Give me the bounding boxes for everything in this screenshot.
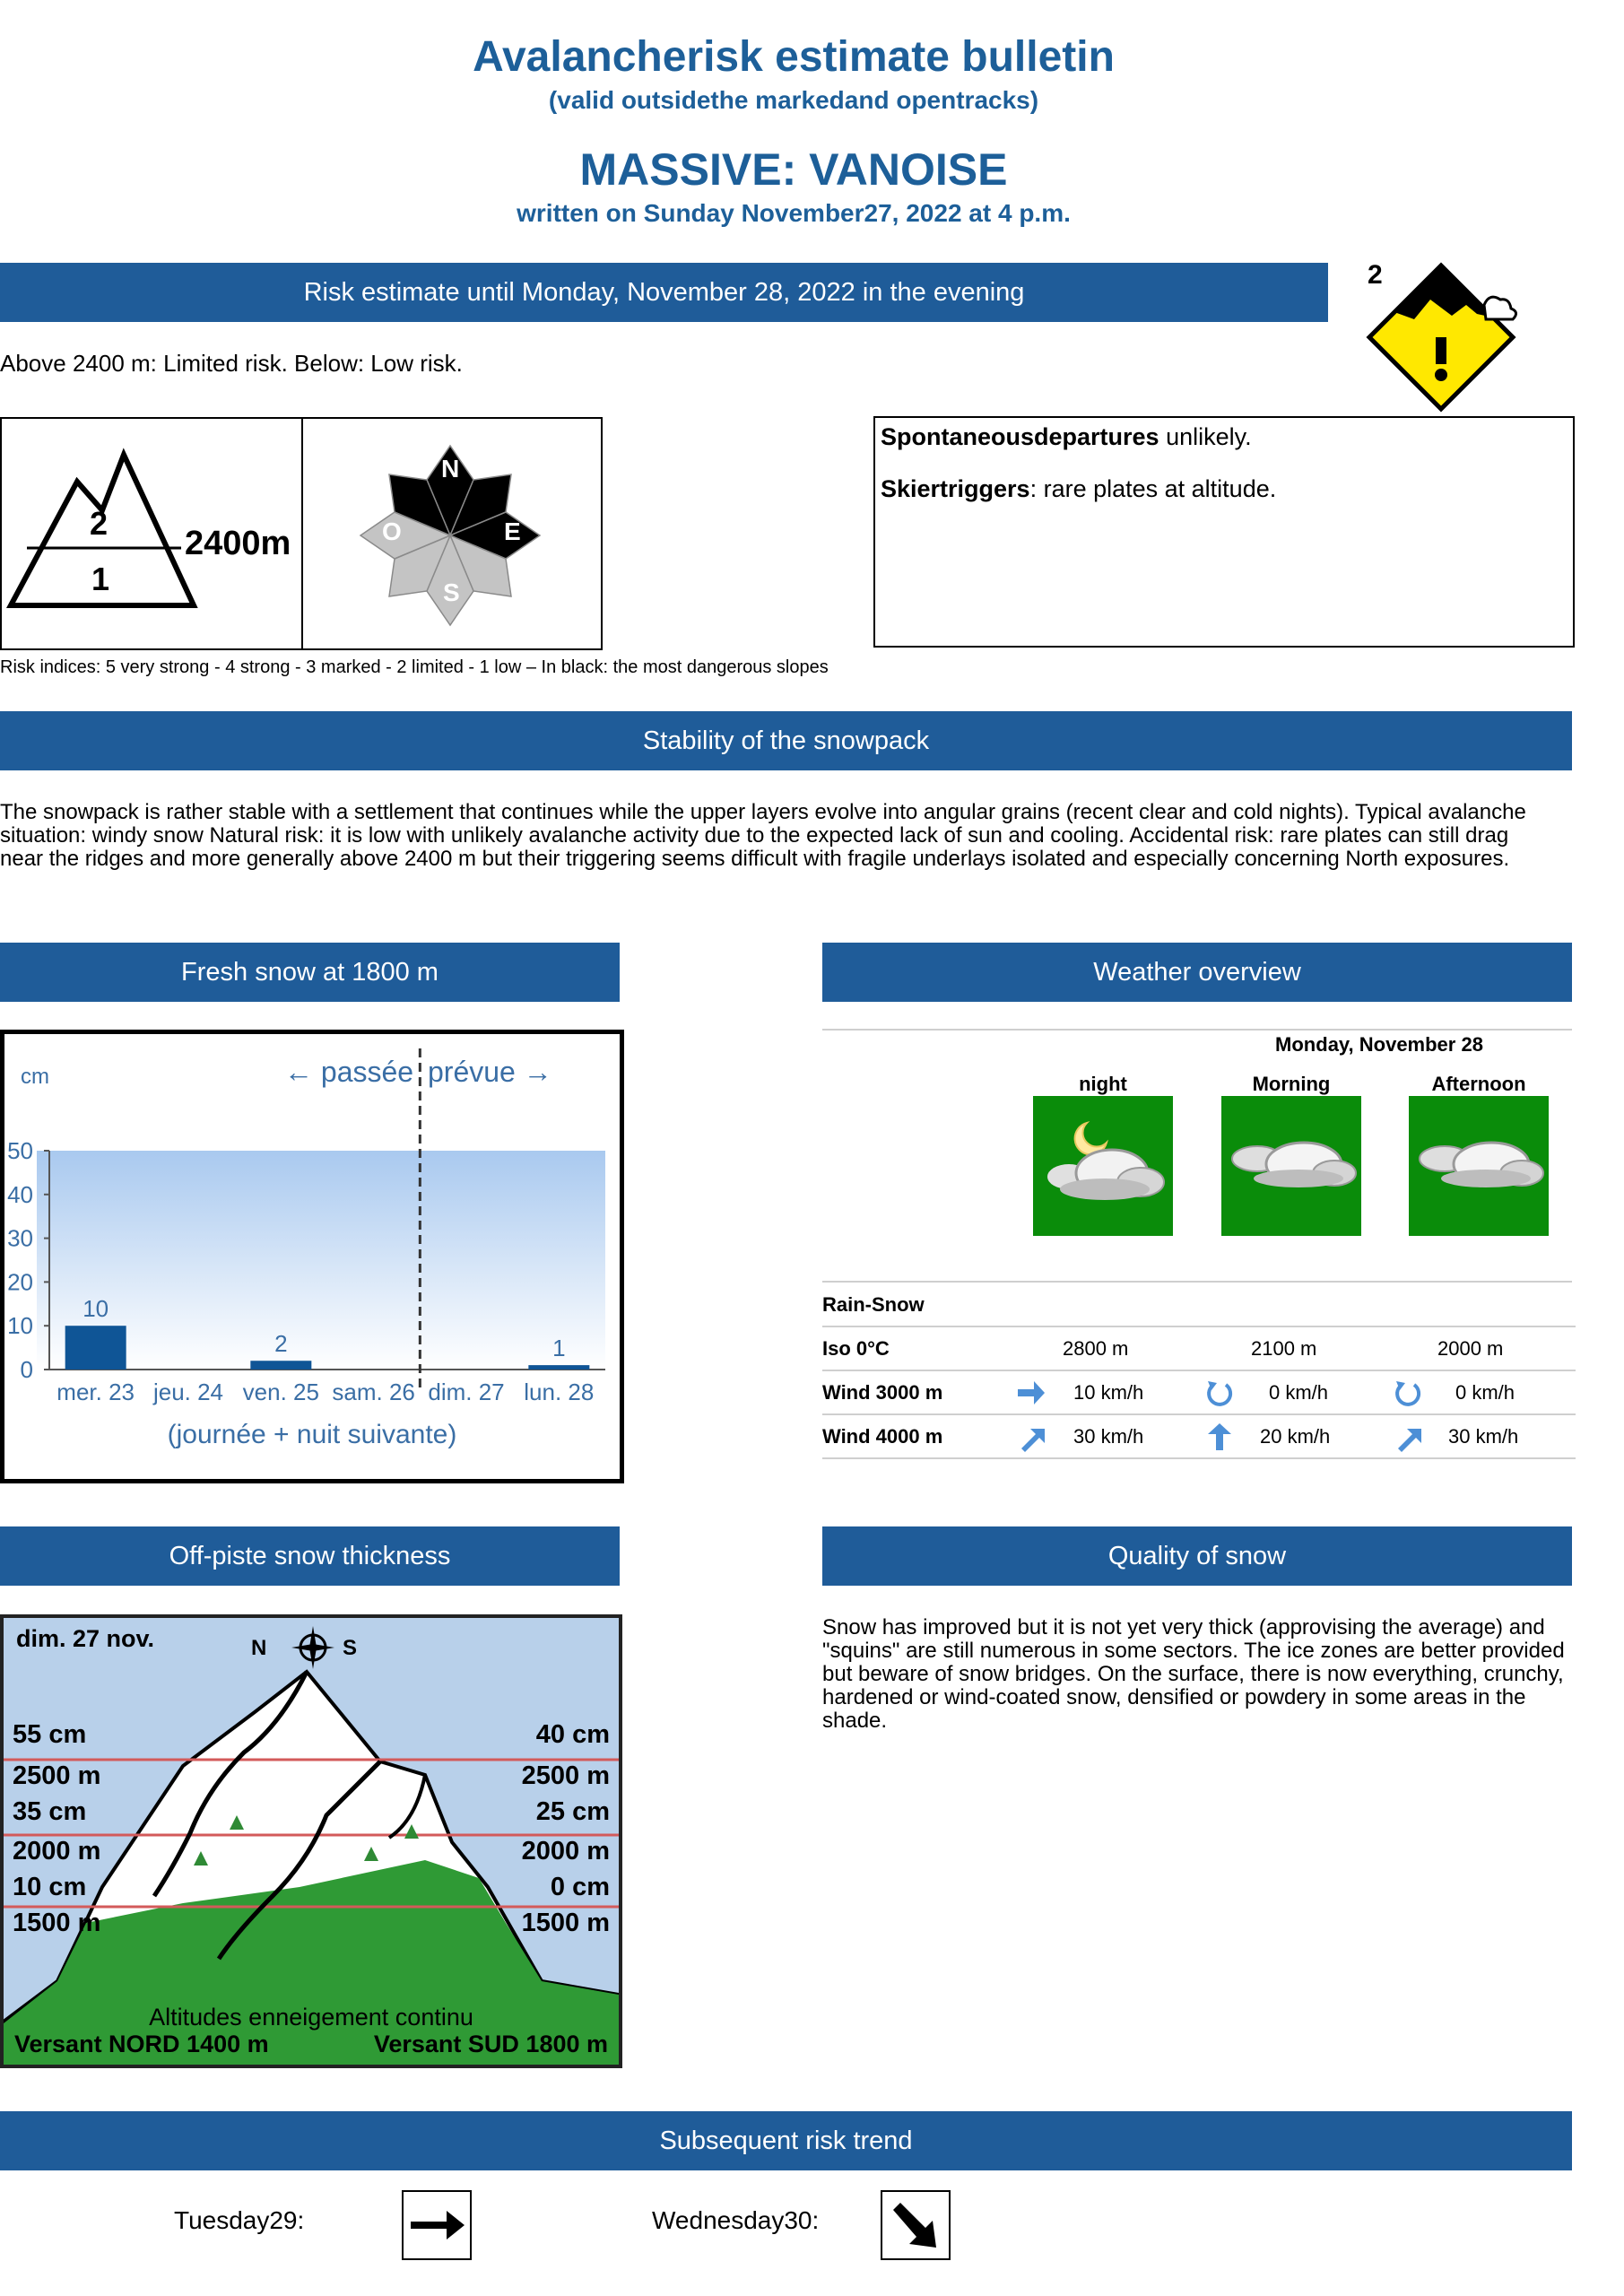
y-tick-label: 0	[20, 1356, 33, 1383]
period-morning: Morning	[1252, 1073, 1331, 1095]
massif-name: MASSIVE: VANOISE	[579, 144, 1008, 195]
arrow-northeast-icon	[1393, 1422, 1423, 1452]
compass-south: S	[343, 1636, 358, 1660]
bulletin-subtitle: (valid outsidethe markedand opentracks)	[548, 86, 1039, 114]
bar-value-label: 10	[83, 1295, 109, 1323]
north-depth-middle: 35 cm	[13, 1797, 87, 1826]
triggers-box	[873, 416, 1575, 648]
variable-wind-icon	[1204, 1378, 1235, 1408]
x-tick-label: jeu. 24	[152, 1378, 224, 1405]
arrow-north-icon	[1204, 1422, 1235, 1452]
bar	[65, 1326, 126, 1370]
period-night: night	[1079, 1073, 1127, 1095]
wind-3000-afternoon: 0 km/h	[1455, 1381, 1515, 1404]
rain-snow-label: Rain-Snow	[822, 1293, 925, 1316]
compass-o: O	[382, 517, 402, 545]
compass-north: N	[251, 1636, 267, 1660]
fresh-snow-chart	[0, 1030, 624, 1483]
risk-estimate-band: Risk estimate until Monday, November 28, 2022 in the evening	[0, 263, 1328, 322]
upper-risk-index: 2	[90, 505, 109, 542]
north-altitude-middle: 2000 m	[13, 1837, 101, 1866]
south-altitude-lower: 1500 m	[521, 1909, 610, 1937]
north-altitude-lower: 1500 m	[13, 1909, 101, 1937]
south-slope-label: Versant SUD 1800 m	[373, 2031, 608, 2057]
stability-band: Stability of the snowpack	[0, 711, 1572, 770]
risk-legend: Risk indices: 5 very strong - 4 strong - 3 marked - 2 limited - 1 low – In black: the most dangerous slopes	[0, 657, 829, 677]
altitude-threshold: 2400m	[185, 525, 291, 562]
north-depth-upper: 55 cm	[13, 1720, 87, 1749]
south-depth-middle: 25 cm	[535, 1797, 610, 1826]
south-altitude-middle: 2000 m	[521, 1837, 610, 1866]
y-tick-label: 20	[7, 1268, 33, 1296]
trend-day1: Tuesday29:	[174, 2206, 305, 2234]
compass-s: S	[443, 578, 460, 606]
weather-day: Monday, November 28	[1275, 1033, 1483, 1056]
x-tick-label: ven. 25	[242, 1378, 319, 1405]
spontaneous-label: Spontaneousdepartures	[881, 423, 1159, 450]
divider	[301, 419, 303, 648]
trend-band: Subsequent risk trend	[0, 2111, 1572, 2170]
lower-risk-index: 1	[91, 561, 110, 597]
moon-cloud-icon	[1033, 1096, 1173, 1236]
north-altitude-upper: 2500 m	[13, 1761, 101, 1790]
period-afternoon: Afternoon	[1431, 1073, 1526, 1095]
wind-3000-morning: 0 km/h	[1269, 1381, 1329, 1404]
x-tick-label: mer. 23	[56, 1378, 135, 1405]
stability-text: The snowpack is rather stable with a settlement that continues while the upper layers evolve into angular grains (recent clear and cold nights). Typical avalanche situation: windy snow Natural risk: it is low with unlikely avalanche activity due to the expected lack of sun and cooling. Accidental risk: rare plates can still drag near the ridges and more generally above 2400 m but their triggering seems difficult with fragile underlays isolated and especially concerning North exposures.	[0, 800, 1526, 871]
south-depth-upper: 40 cm	[535, 1720, 610, 1749]
chart-unit: cm	[21, 1065, 49, 1089]
cloud-icon	[1409, 1096, 1549, 1236]
wind-4000-afternoon: 30 km/h	[1448, 1425, 1519, 1448]
compass-rose-icon	[289, 1623, 337, 1672]
x-tick-label: lun. 28	[524, 1378, 595, 1405]
arrow-east-icon	[1016, 1378, 1046, 1408]
bar	[528, 1365, 589, 1370]
y-tick-label: 30	[7, 1224, 33, 1252]
variable-wind-icon	[1393, 1378, 1423, 1408]
y-tick-label: 40	[7, 1180, 33, 1208]
arrow-northeast-icon	[1016, 1422, 1046, 1452]
bar-value-label: 2	[274, 1330, 288, 1358]
risk-diagram-box	[0, 417, 603, 650]
arrow-right-icon	[402, 2190, 472, 2260]
south-altitude-upper: 2500 m	[521, 1761, 610, 1790]
x-tick-label: sam. 26	[332, 1378, 415, 1405]
north-depth-lower: 10 cm	[13, 1873, 87, 1901]
quality-text: Snow has improved but it is not yet very thick (approvising the average) and "squins" are still numerous in some sectors. The ice zones are better provided but beware of snow bridges. On the surface, there is now everything, crunchy, hardened or wind-coated snow, densified or powdery in some areas in the shade.	[822, 1615, 1565, 1733]
skier-label: Skiertriggers	[881, 475, 1030, 502]
bar	[250, 1361, 311, 1370]
wind-4000-morning: 20 km/h	[1260, 1425, 1331, 1448]
wind-4000-label: Wind 4000 m	[822, 1425, 943, 1448]
trend-day2: Wednesday30:	[652, 2206, 820, 2234]
x-tick-label: dim. 27	[428, 1378, 505, 1405]
weather-band: Weather overview	[822, 943, 1572, 1002]
wind-3000-night: 10 km/h	[1073, 1381, 1144, 1404]
chart-footer: (journée + nuit suivante)	[167, 1420, 457, 1449]
rain-snow-row	[822, 1283, 1576, 1327]
y-tick-label: 10	[7, 1312, 33, 1340]
iso-label: Iso 0°C	[822, 1337, 890, 1360]
offpiste-band: Off-piste snow thickness	[0, 1526, 620, 1586]
cloud-icon	[1221, 1096, 1361, 1236]
risk-summary: Above 2400 m: Limited risk. Below: Low risk.	[0, 350, 463, 377]
quality-band: Quality of snow	[822, 1526, 1572, 1586]
south-depth-lower: 0 cm	[550, 1873, 610, 1901]
bar-value-label: 1	[552, 1335, 566, 1362]
iso-night: 2800 m	[1063, 1337, 1129, 1360]
arrow-down-right-icon	[881, 2190, 951, 2260]
skier-text: : rare plates at altitude.	[1029, 475, 1277, 502]
north-slope-label: Versant NORD 1400 m	[14, 2031, 269, 2057]
wind-3000-row	[822, 1370, 1576, 1415]
spontaneous-text: unlikely.	[1159, 423, 1252, 450]
y-tick-label: 50	[7, 1137, 33, 1164]
past-label: ← passée	[284, 1056, 414, 1088]
weather-rule	[822, 1029, 1572, 1031]
bulletin-title: Avalancherisk estimate bulletin	[473, 33, 1115, 81]
offpiste-date: dim. 27 nov.	[16, 1625, 155, 1652]
risk-level-icon	[1359, 260, 1520, 413]
compass-n: N	[441, 455, 460, 483]
forecast-label: prévue →	[428, 1056, 552, 1088]
written-date: written on Sunday November27, 2022 at 4 p.m.	[517, 199, 1071, 227]
iso-row	[822, 1326, 1576, 1371]
fresh-snow-band: Fresh snow at 1800 m	[0, 943, 620, 1002]
iso-morning: 2100 m	[1251, 1337, 1317, 1360]
wind-3000-label: Wind 3000 m	[822, 1381, 943, 1404]
offpiste-diagram	[0, 1614, 622, 2068]
iso-afternoon: 2000 m	[1437, 1337, 1504, 1360]
continuous-snow-label: Altitudes enneigement continu	[149, 2004, 473, 2031]
wind-4000-night: 30 km/h	[1073, 1425, 1144, 1448]
wind-4000-row	[822, 1414, 1576, 1459]
risk-level-number: 2	[1368, 260, 1383, 290]
compass-e: E	[504, 517, 521, 545]
